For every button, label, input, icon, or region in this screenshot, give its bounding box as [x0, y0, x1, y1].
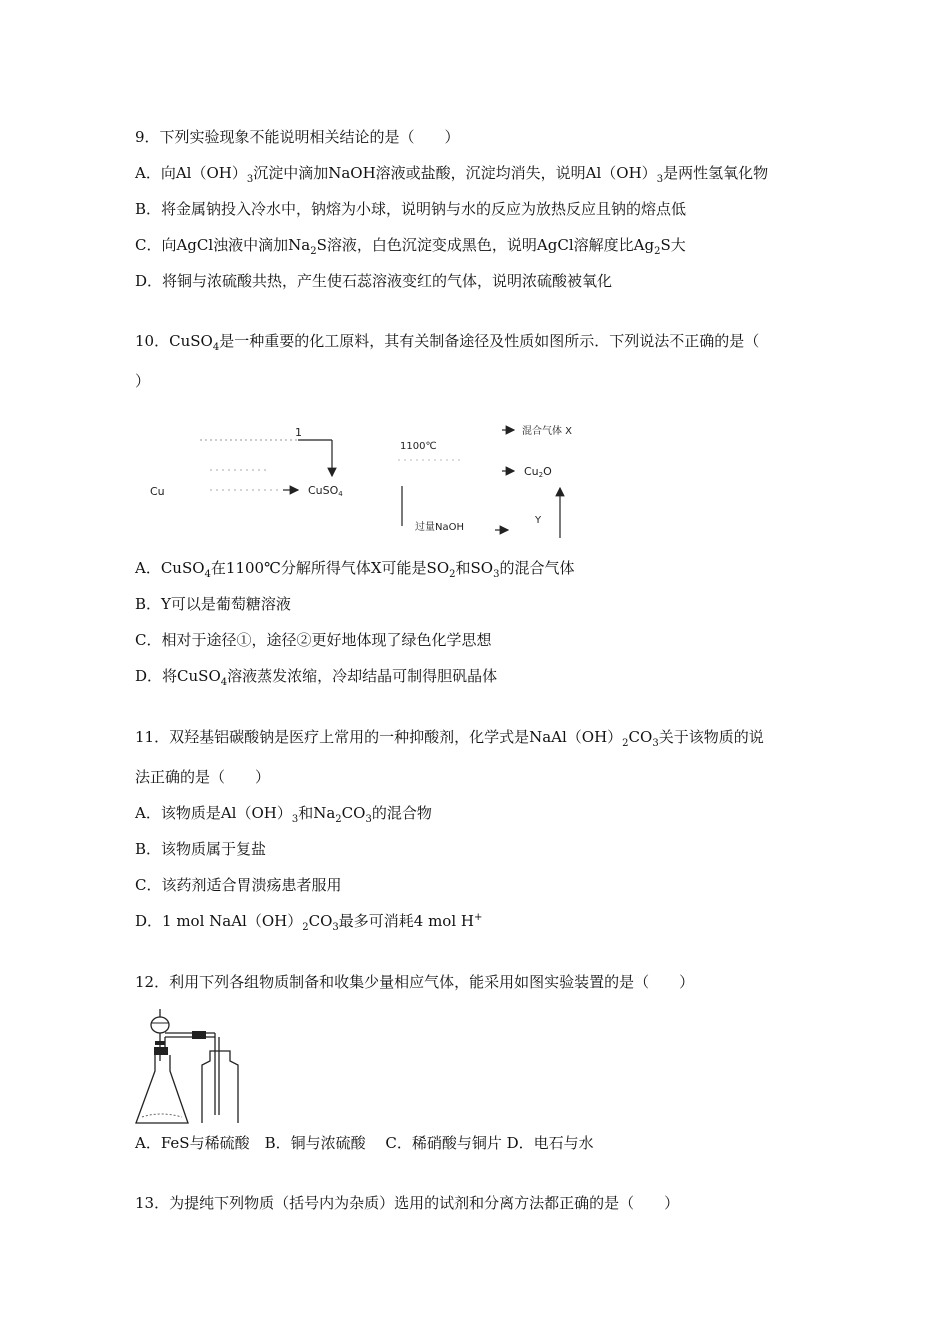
- diagram-cu2o-label: Cu2O: [524, 465, 552, 479]
- q10-stem: 10．CuSO$_4$是一种重要的化工原料，其有关制备途径及性质如图所示．下列说法不正确的是（: [135, 332, 760, 353]
- q11-option-b: B．该物质属于复盐: [135, 840, 267, 858]
- diagram-gas-x-label: 混合气体 X: [522, 426, 573, 437]
- q12-options: A．FeS与稀硫酸 B．铜与浓硫酸 C．稀硝酸与铜片 D．电石与水: [135, 1134, 594, 1152]
- diagram-temp-label: 1100℃: [400, 441, 437, 452]
- q9-option-b: B．将金属钠投入冷水中，钠熔为小球，说明钠与水的反应为放热反应且钠的熔点低: [135, 200, 687, 218]
- q12-apparatus-figure: [130, 1005, 250, 1130]
- q10-stem-close: ）: [135, 372, 151, 390]
- q13-stem: 13．为提纯下列物质（括号内为杂质）选用的试剂和分离方法都正确的是（ ）: [135, 1194, 680, 1212]
- q10-option-c: C．相对于途径①，途径②更好地体现了绿色化学思想: [135, 631, 492, 649]
- q9-option-d: D．将铜与浓硫酸共热，产生使石蕊溶液变红的气体，说明浓硫酸被氧化: [135, 272, 613, 290]
- q11-option-c: C．该药剂适合胃溃疡患者服用: [135, 876, 342, 894]
- q11-stem-cont: 法正确的是（ ）: [135, 768, 271, 786]
- q10-option-b: B．Y可以是葡萄糖溶液: [135, 595, 291, 613]
- q11-option-d: D．1 mol $NaAl(OH)_2CO_3$最多可消耗4 mol H+: [135, 912, 483, 933]
- q10-reaction-diagram: [130, 408, 630, 558]
- q9-option-a: A．向$Al(OH)_3$沉淀中滴加NaOH溶液或盐酸，沉淀均消失，说明$Al(OH)_3$是两性氢氧化物: [135, 164, 769, 185]
- q9-stem: 9．下列实验现象不能说明相关结论的是（ ）: [135, 128, 460, 146]
- q11-stem: 11．双羟基铝碳酸钠是医疗上常用的一种抑酸剂，化学式是$NaAl(OH)_2CO_3$关于该物质的说: [135, 728, 764, 749]
- svg-text:1: 1: [295, 426, 302, 439]
- q10-option-a: A．CuSO$_4$在1100℃分解所得气体X可能是$SO_2$和$SO_3$的混合气体: [135, 559, 575, 580]
- q11-option-a: A．该物质是$Al(OH)_3$和$Na_2CO_3$的混合物: [135, 804, 432, 825]
- diagram-cu-label: Cu: [150, 485, 165, 498]
- q10-option-d: D．将CuSO$_4$溶液蒸发浓缩，冷却结晶可制得胆矾晶体: [135, 667, 498, 688]
- diagram-y-label: Y: [535, 515, 542, 526]
- q12-stem: 12．利用下列各组物质制备和收集少量相应气体，能采用如图实验装置的是（ ）: [135, 973, 695, 991]
- q9-option-c: C．向AgCl浊液中滴加$Na_2S$溶液，白色沉淀变成黑色，说明AgCl溶解度比$Ag_2S$大: [135, 236, 686, 257]
- diagram-cuso4-label: CuSO4: [308, 484, 343, 498]
- diagram-naoh-label: 过量NaOH: [415, 522, 464, 533]
